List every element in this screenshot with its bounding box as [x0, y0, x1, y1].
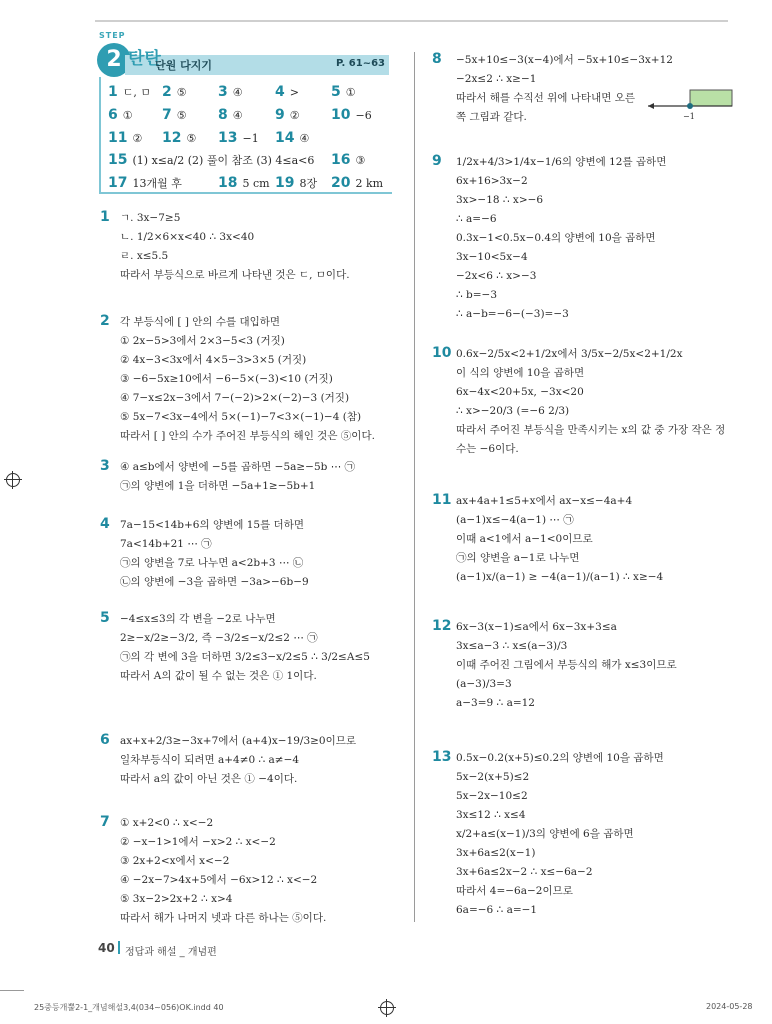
answer-text: ㄷ, ㅁ [122, 86, 151, 99]
problem-number: 13 [432, 749, 452, 765]
solution-line: ㄹ. x≤5.5 [120, 250, 169, 262]
solution-line: ② 4x−3<3x에서 4×5−3>3×5 (거짓) [120, 354, 307, 366]
answer-number: 2 [162, 84, 172, 100]
answer-text: > [289, 86, 299, 99]
problem-number: 1 [100, 209, 110, 225]
solution-line: 따라서 a의 값이 아닌 것은 ① −4이다. [120, 773, 298, 785]
solution-line: −2x≤2 ∴ x≥−1 [456, 73, 537, 85]
solution-line: x/2+a≤(x−1)/3의 양변에 6을 곱하면 [456, 828, 634, 840]
solution-line: ax+4a+1≤5+x에서 ax−x≤−4a+4 [456, 495, 633, 507]
answer-number: 1 [108, 84, 118, 100]
answer-text: ④ [299, 132, 310, 145]
answer-item [162, 107, 187, 123]
solution-line: ① x+2<0 ∴ x<−2 [120, 817, 214, 829]
footer-bar [118, 941, 120, 954]
problem-number: 10 [432, 345, 452, 361]
solution-line: 따라서 부등식으로 바르게 나타낸 것은 ㄷ, ㅁ이다. [120, 269, 350, 281]
solution-line: ㄱ. 3x−7≥5 [120, 212, 181, 224]
answer-number: 6 [108, 107, 118, 123]
answer-text: ⑤ [186, 132, 197, 145]
solution-line: ⑤ 3x−2>2x+2 ∴ x>4 [120, 893, 233, 905]
answer-item [218, 107, 243, 123]
solution-line: ㄴ. 1/2×6×x<40 ∴ 3x<40 [120, 231, 255, 243]
answer-number: 10 [331, 107, 351, 123]
solution-line: ㉠의 양변을 7로 나누면 a<2b+3 ⋯ ㉡ [120, 557, 304, 569]
answer-text: ④ [232, 109, 243, 122]
registration-mark-icon [380, 1001, 394, 1015]
solution-line: ④ a≤b에서 양변에 −5를 곱하면 −5a≥−5b ⋯ ㉠ [120, 461, 356, 473]
solution-line: 6x+16>3x−2 [456, 175, 528, 187]
solution-line: 따라서 해를 수직선 위에 나타내면 오른 [456, 92, 635, 104]
answer-item [162, 84, 187, 100]
solution-line: 이때 주어진 그림에서 부등식의 해가 x≤3이므로 [456, 659, 677, 671]
answer-item [331, 107, 372, 123]
solution-line: 따라서 주어진 부등식을 만족시키는 x의 값 중 가장 작은 정 [456, 424, 726, 436]
column-divider [414, 52, 415, 922]
problem-number: 7 [100, 814, 110, 830]
answer-text: ① [345, 86, 356, 99]
answer-item [275, 107, 300, 123]
answer-number: 12 [162, 130, 182, 146]
solution-line: −4≤x≤3의 각 변을 −2로 나누면 [120, 613, 276, 625]
answer-text: −1 [242, 132, 259, 145]
answer-item [218, 84, 243, 100]
solution-line: ㉠의 양변에 1을 더하면 −5a+1≥−5b+1 [120, 480, 316, 492]
answer-number: 14 [275, 130, 295, 146]
solution-line: 이 식의 양변에 10을 곱하면 [456, 367, 585, 379]
solution-line: 1/2x+4/3>1/4x−1/6의 양변에 12를 곱하면 [456, 156, 667, 168]
footer-title: 정답과 해설 _ 개념편 [125, 947, 217, 958]
solution-line: 2≥−x/2≥−3/2, 즉 −3/2≤−x/2≤2 ⋯ ㉠ [120, 632, 318, 644]
problem-number: 11 [432, 492, 452, 508]
solution-line: 따라서 4=−6a−2이므로 [456, 885, 573, 897]
problem-number: 9 [432, 153, 442, 169]
answer-item [331, 175, 383, 191]
page-range: P. 61~63 [336, 58, 385, 69]
section-title: 단원 다지기 [155, 59, 212, 72]
solution-line: ∴ a=−6 [456, 213, 497, 225]
solution-line: 3x≤12 ∴ x≤4 [456, 809, 526, 821]
solution-line: 7a<14b+21 ⋯ ㉠ [120, 538, 212, 550]
answer-number: 9 [275, 107, 285, 123]
answer-item [108, 175, 182, 191]
solution-line: 각 부등식에 [ ] 안의 수를 대입하면 [120, 316, 281, 328]
answer-item [218, 175, 270, 191]
solution-line: 7a−15<14b+6의 양변에 15를 더하면 [120, 519, 304, 531]
step-word: STEP [99, 31, 126, 40]
solution-line: ② −x−1>1에서 −x>2 ∴ x<−2 [120, 836, 276, 848]
solution-line: 6x−3(x−1)≤a에서 6x−3x+3≤a [456, 621, 617, 633]
answer-number: 7 [162, 107, 172, 123]
step-number: 2 [97, 43, 131, 77]
solution-line: 3x+6a≤2x−2 ∴ x≤−6a−2 [456, 866, 593, 878]
answer-text: ① [122, 109, 133, 122]
top-rule [95, 20, 728, 22]
answer-text: ② [289, 109, 300, 122]
answer-item [331, 152, 365, 168]
answer-text: ④ [232, 86, 243, 99]
solution-line: 0.3x−1<0.5x−0.4의 양변에 10을 곱하면 [456, 232, 656, 244]
number-line-label: −1 [683, 112, 695, 121]
solution-line: −2x<6 ∴ x>−3 [456, 270, 537, 282]
answer-text: ③ [355, 154, 366, 167]
solution-line: ∴ a−b=−6−(−3)=−3 [456, 308, 569, 320]
solution-line: 따라서 [ ] 안의 수가 주어진 부등식의 해인 것은 ⑤이다. [120, 430, 375, 442]
answer-number: 20 [331, 175, 351, 191]
answer-number: 5 [331, 84, 341, 100]
problem-number: 4 [100, 516, 110, 532]
solution-line: ㉠의 각 변에 3을 더하면 3/2≤3−x/2≤5 ∴ 3/2≤A≤5 [120, 651, 370, 663]
solution-line: ① 2x−5>3에서 2×3−5<3 (거짓) [120, 335, 285, 347]
solution-line: 0.6x−2/5x<2+1/2x에서 3/5x−2/5x<2+1/2x [456, 348, 683, 360]
problem-number: 8 [432, 51, 442, 67]
slug-rule [0, 990, 24, 991]
solution-line: ∴ b=−3 [456, 289, 498, 301]
answer-item [108, 84, 151, 100]
solution-line: ④ −2x−7>4x+5에서 −6x>12 ∴ x<−2 [120, 874, 318, 886]
slug-date: 2024-05-28 [706, 1002, 753, 1011]
answer-text: 5 cm [242, 177, 270, 190]
answer-text: −6 [355, 109, 372, 122]
answer-number: 11 [108, 130, 128, 146]
answer-item [275, 175, 317, 191]
solution-line: ⑤ 5x−7<3x−4에서 5×(−1)−7<3×(−1)−4 (참) [120, 411, 362, 423]
answer-number: 13 [218, 130, 238, 146]
answer-item [331, 84, 356, 100]
solution-line: 5x−2x−10≤2 [456, 790, 528, 802]
slug-file: 25중등개뿔2-1_개념해설3,4(034~056)OK.indd 40 [34, 1003, 224, 1012]
answer-text: ⑤ [176, 86, 187, 99]
solution-line: ㉠의 양변을 a−1로 나누면 [456, 552, 580, 564]
answer-item [162, 130, 196, 146]
answer-text: 2 km [355, 177, 384, 190]
solution-line: ③ 2x+2<x에서 x<−2 [120, 855, 230, 867]
section-big-title: 탄탄 [128, 49, 161, 69]
solution-line: a−3=9 ∴ a=12 [456, 697, 535, 709]
solution-line: (a−1)x/(a−1) ≥ −4(a−1)/(a−1) ∴ x≥−4 [456, 571, 664, 583]
answer-text: ⑤ [176, 109, 187, 122]
answer-number: 16 [331, 152, 351, 168]
page-number: 40 [98, 941, 115, 955]
solution-line: 3x−10<5x−4 [456, 251, 528, 263]
solution-line: 3x>−18 ∴ x>−6 [456, 194, 544, 206]
solution-line: ax+x+2/3≥−3x+7에서 (a+4)x−19/3≥0이므로 [120, 735, 357, 747]
answer-item [108, 130, 142, 146]
answer-number: 15 [108, 152, 128, 168]
solution-line: ∴ x>−20/3 (=−6 2/3) [456, 405, 570, 417]
answer-number: 4 [275, 84, 285, 100]
answer-item [218, 130, 259, 146]
registration-mark-icon [6, 473, 20, 487]
problem-number: 3 [100, 458, 110, 474]
solution-line: ㉡의 양변에 −3을 곱하면 −3a>−6b−9 [120, 576, 309, 588]
problem-number: 12 [432, 618, 452, 634]
solution-line: 쪽 그림과 같다. [456, 111, 527, 123]
solution-line: 3x≤a−3 ∴ x≤(a−3)/3 [456, 640, 568, 652]
solution-line: 6a=−6 ∴ a=−1 [456, 904, 538, 916]
answer-number: 19 [275, 175, 295, 191]
answer-item [275, 84, 299, 100]
solution-line: 따라서 해가 나머지 넷과 다른 하나는 ⑤이다. [120, 912, 327, 924]
solution-line: ④ 7−x≤2x−3에서 7−(−2)>2×(−2)−3 (거짓) [120, 392, 350, 404]
answer-text: 8장 [299, 177, 318, 190]
answer-text: ② [132, 132, 143, 145]
problem-number: 6 [100, 732, 110, 748]
answer-item [108, 152, 314, 168]
solution-line: 수는 −6이다. [456, 443, 519, 455]
answer-item [108, 107, 133, 123]
problem-number: 5 [100, 610, 110, 626]
answer-number: 17 [108, 175, 128, 191]
problem-number: 2 [100, 313, 110, 329]
solution-line: 이때 a<1에서 a−1<0이므로 [456, 533, 593, 545]
solution-line: 5x−2(x+5)≤2 [456, 771, 530, 783]
solution-line: −5x+10≤−3(x−4)에서 −5x+10≤−3x+12 [456, 54, 673, 66]
solution-line: ③ −6−5x≥10에서 −6−5×(−3)<10 (거짓) [120, 373, 333, 385]
answer-number: 8 [218, 107, 228, 123]
solution-line: 6x−4x<20+5x, −3x<20 [456, 386, 584, 398]
solution-line: 일차부등식이 되려면 a+4≠0 ∴ a≠−4 [120, 754, 300, 766]
answer-number: 18 [218, 175, 238, 191]
solution-line: 따라서 A의 값이 될 수 없는 것은 ① 1이다. [120, 670, 317, 682]
answer-number: 3 [218, 84, 228, 100]
solution-line: 0.5x−0.2(x+5)≤0.2의 양변에 10을 곱하면 [456, 752, 664, 764]
answer-item [275, 130, 309, 146]
solution-line: (a−3)/3=3 [456, 678, 512, 690]
solution-line: 3x+6a≤2(x−1) [456, 847, 536, 859]
solution-line: (a−1)x≤−4(a−1) ⋯ ㉠ [456, 514, 574, 526]
answer-text: 13개월 후 [132, 177, 182, 190]
answer-text: (1) x≤a/2 (2) 풀이 참조 (3) 4≤a<6 [132, 154, 315, 167]
